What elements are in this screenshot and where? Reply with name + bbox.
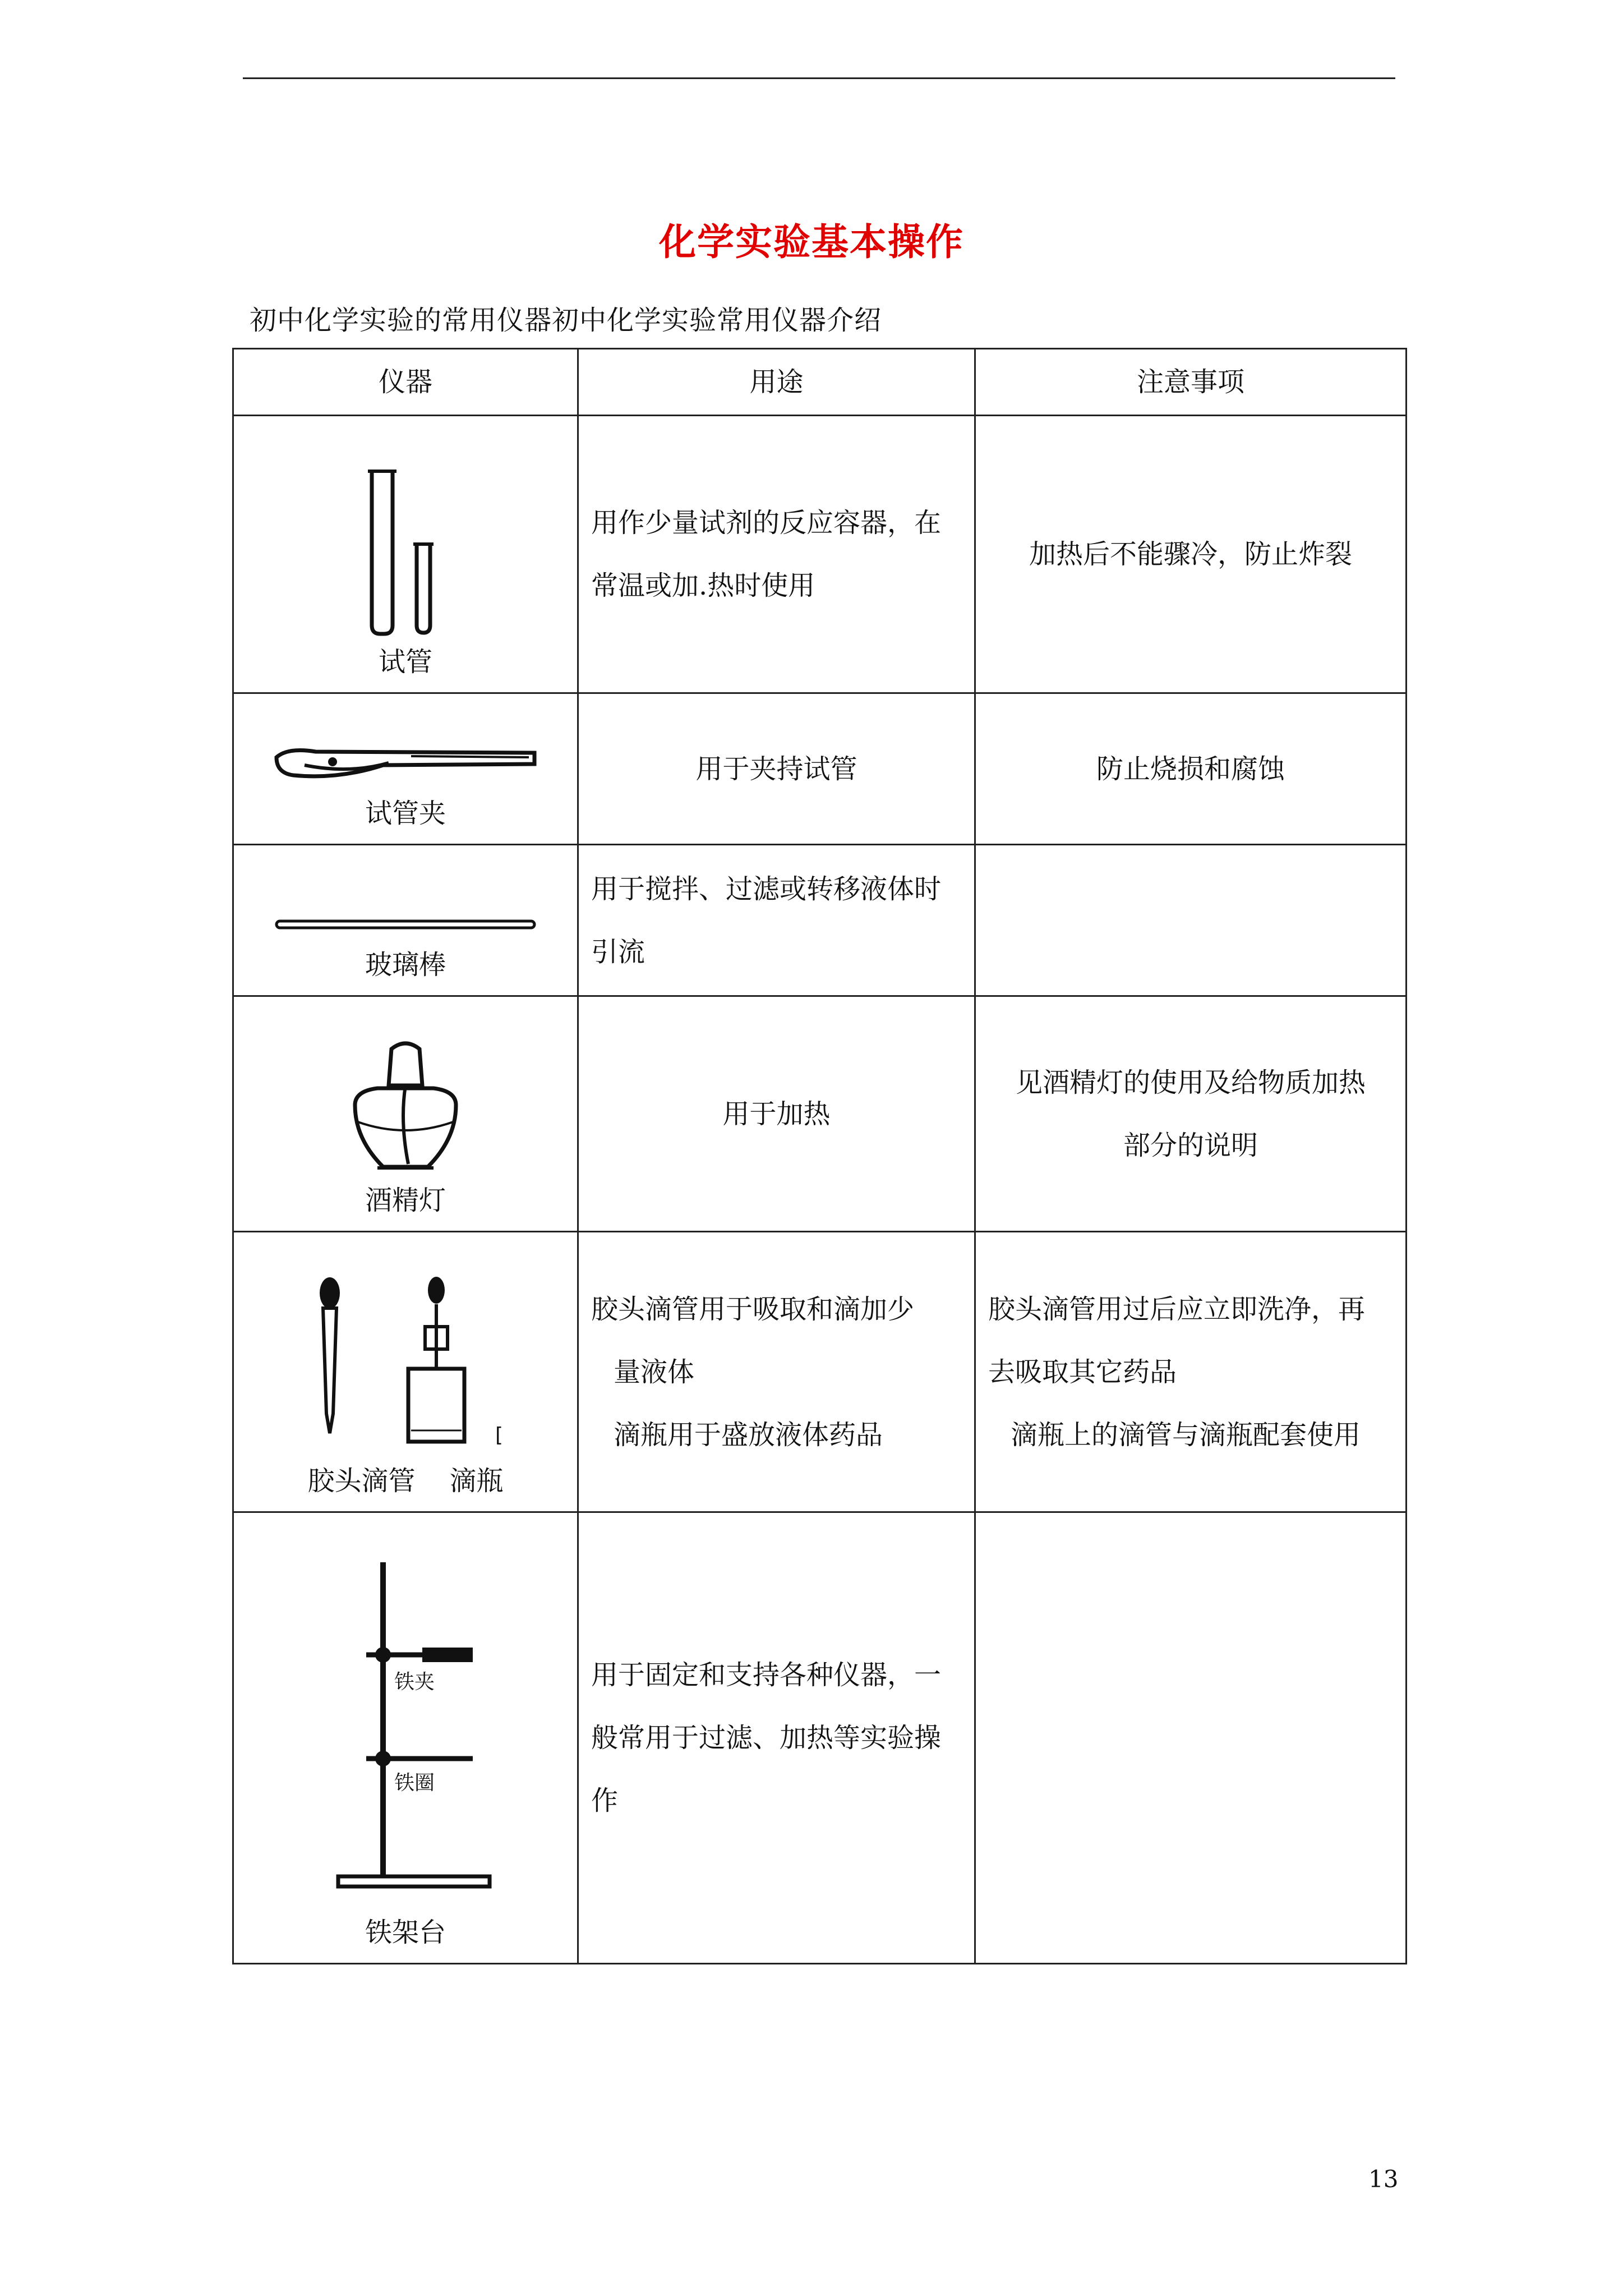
instrument-cell [233, 845, 578, 996]
instrument-cell [233, 693, 578, 845]
notes-line: 滴瓶上的滴管与滴瓶配套使用 [1011, 1419, 1361, 1451]
usage-line: 用于搅拌、过滤或转移液体时 [591, 873, 942, 905]
usage-line: 常温或加.热时使用 [591, 570, 815, 601]
instrument-name: 胶头滴管 滴瓶 [307, 1465, 504, 1497]
usage-cell [578, 1232, 975, 1512]
table-row [233, 416, 1407, 693]
figure-mark: [ [495, 1424, 504, 1447]
dropper-and-dropping-bottle-icon [285, 1273, 526, 1458]
notes-line: 加热后不能骤冷，防止炸裂 [1029, 539, 1352, 570]
usage-line: 用于夹持试管 [695, 753, 857, 785]
document-subtitle: 初中化学实验的常用仪器初中化学实验常用仪器介绍 [250, 305, 882, 336]
iron-clamp-label: 铁夹 [394, 1671, 435, 1694]
instrument-name: 试管夹 [365, 798, 446, 829]
table-row [233, 1512, 1407, 1964]
alcohol-lamp-icon [344, 1038, 467, 1178]
notes-cell [975, 693, 1407, 845]
instrument-name: 试管 [378, 646, 432, 678]
notes-cell [975, 416, 1407, 693]
usage-line: 般常用于过滤、加热等实验操 [591, 1722, 942, 1754]
usage-cell [578, 693, 975, 845]
instrument-cell [233, 996, 578, 1232]
iron-ring-label: 铁圈 [394, 1772, 435, 1795]
header-instrument: 仪器 [233, 349, 578, 416]
usage-cell [578, 1512, 975, 1964]
notes-cell [975, 1232, 1407, 1512]
glass-rod-icon [271, 909, 540, 942]
instrument-cell [233, 1512, 578, 1964]
document-title: 化学实验基本操作 [659, 220, 964, 264]
usage-cell [578, 845, 975, 996]
header-rule [243, 77, 1395, 79]
notes-line: 防止烧损和腐蚀 [1096, 753, 1285, 785]
usage-line: 用于加热 [722, 1098, 831, 1130]
test-tube-icon [349, 466, 462, 639]
instrument-name: 玻璃棒 [365, 949, 446, 981]
usage-line: 引流 [591, 936, 645, 968]
table-row [233, 996, 1407, 1232]
table-header-row [233, 349, 1407, 416]
usage-line: 用于固定和支持各种仪器，一 [591, 1659, 942, 1691]
notes-line: 去吸取其它药品 [988, 1356, 1177, 1388]
notes-cell [975, 996, 1407, 1232]
usage-line: 滴瓶用于盛放液体药品 [614, 1419, 883, 1451]
usage-line: 用作少量试剂的反应容器，在 [591, 507, 942, 539]
test-tube-clamp-icon [271, 740, 540, 791]
table-row [233, 1232, 1407, 1512]
instrument-table [232, 348, 1407, 1964]
instrument-name: 酒精灯 [365, 1185, 446, 1216]
usage-cell [578, 996, 975, 1232]
instrument-name: 铁架台 [365, 1917, 446, 1948]
instrument-cell [233, 1232, 578, 1512]
page-number: 13 [1368, 2165, 1399, 2193]
notes-line: 胶头滴管用过后应立即洗净，再 [988, 1293, 1366, 1325]
usage-line: 量液体 [614, 1356, 695, 1388]
usage-line: 胶头滴管用于吸取和滴加少 [591, 1293, 915, 1325]
header-notes: 注意事项 [975, 349, 1407, 416]
notes-line: 部分的说明 [1123, 1129, 1258, 1161]
header-usage: 用途 [578, 349, 975, 416]
notes-cell [975, 1512, 1407, 1964]
instrument-cell [233, 416, 578, 693]
usage-cell [578, 416, 975, 693]
usage-line: 作 [591, 1785, 619, 1816]
notes-line: 见酒精灯的使用及给物质加热 [1015, 1066, 1366, 1098]
notes-cell [975, 845, 1407, 996]
table-row [233, 693, 1407, 845]
iron-stand-icon [288, 1551, 523, 1910]
table-row [233, 845, 1407, 996]
